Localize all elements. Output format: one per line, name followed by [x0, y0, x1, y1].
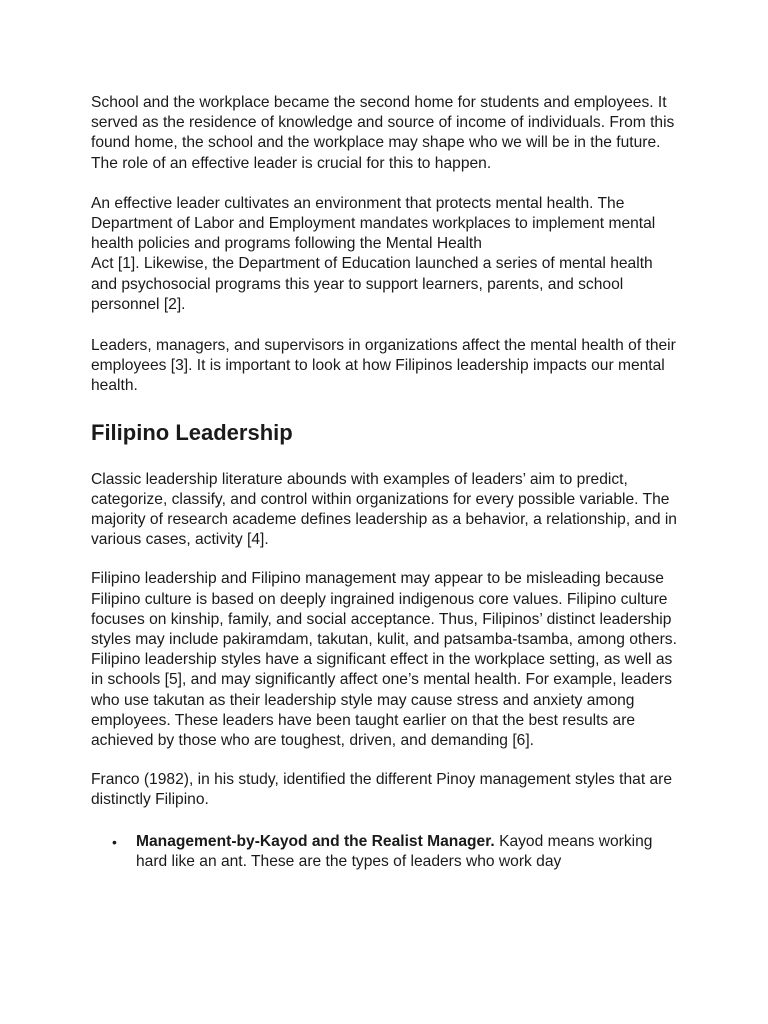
classic-leadership-paragraph: Classic leadership literature abounds with examples of leaders’ aim to predict, categorize, classify, and control within organizations for every possible variable. The majority of research academe defines leadership as a behavior, a relationship, and in various cases, activity [4].	[91, 470, 677, 549]
bullet-icon: •	[112, 833, 117, 850]
list-item-title: Management-by-Kayod and the Realist Manager.	[136, 832, 495, 850]
paragraph-line-part: Act [1]. Likewise, the Department of Education launched a series of mental health and psychosocial programs this year to support learners, parents, and school personnel [2].	[91, 255, 653, 313]
list-item	[91, 832, 681, 872]
filipino-leadership-paragraph: Filipino leadership and Filipino management may appear to be misleading because Filipino culture is based on deeply ingrained indigenous core values. Filipino culture focuses on kinship, family, and social acceptance. Thus, Filipinos’ distinct leadership styles may include pakiramdam, takutan, kulit, and patsamba-tsamba, among others. Filipino leadership styles have a significant effect in the workplace setting, as well as in schools [5], and may significantly affect one’s mental health. For example, leaders who use takutan as their leadership style may cause stress and anxiety among employees. These leaders have been taught earlier on that the best results are achieved by those who are toughest, driven, and demanding [6].	[91, 570, 677, 750]
management-styles-list	[91, 832, 681, 872]
franco-paragraph: Franco (1982), in his study, identified the different Pinoy management styles that are distinctly Filipino.	[91, 771, 673, 809]
leader-environment-paragraph	[91, 194, 681, 315]
intro-paragraph: School and the workplace became the second home for students and employees. It served as the residence of knowledge and source of income of individuals. From this found home, the school and the workplace may shape who we will be in the future. The role of an effective leader is crucial for this to happen.	[91, 94, 675, 172]
document-body	[91, 93, 681, 872]
paragraph-line-part: An effective leader cultivates an environment that protects mental health. The Department of Labor and Employment mandates workplaces to implement mental health policies and programs following the Mental Health	[91, 194, 656, 253]
list-item-text: Kayod means working hard like an ant. These are the types of leaders who work day	[136, 832, 653, 870]
section-heading: Filipino Leadership	[91, 419, 293, 445]
leaders-effect-paragraph: Leaders, managers, and supervisors in organizations affect the mental health of their employees [3]. It is important to look at how Filipinos leadership impacts our mental health.	[91, 337, 676, 395]
